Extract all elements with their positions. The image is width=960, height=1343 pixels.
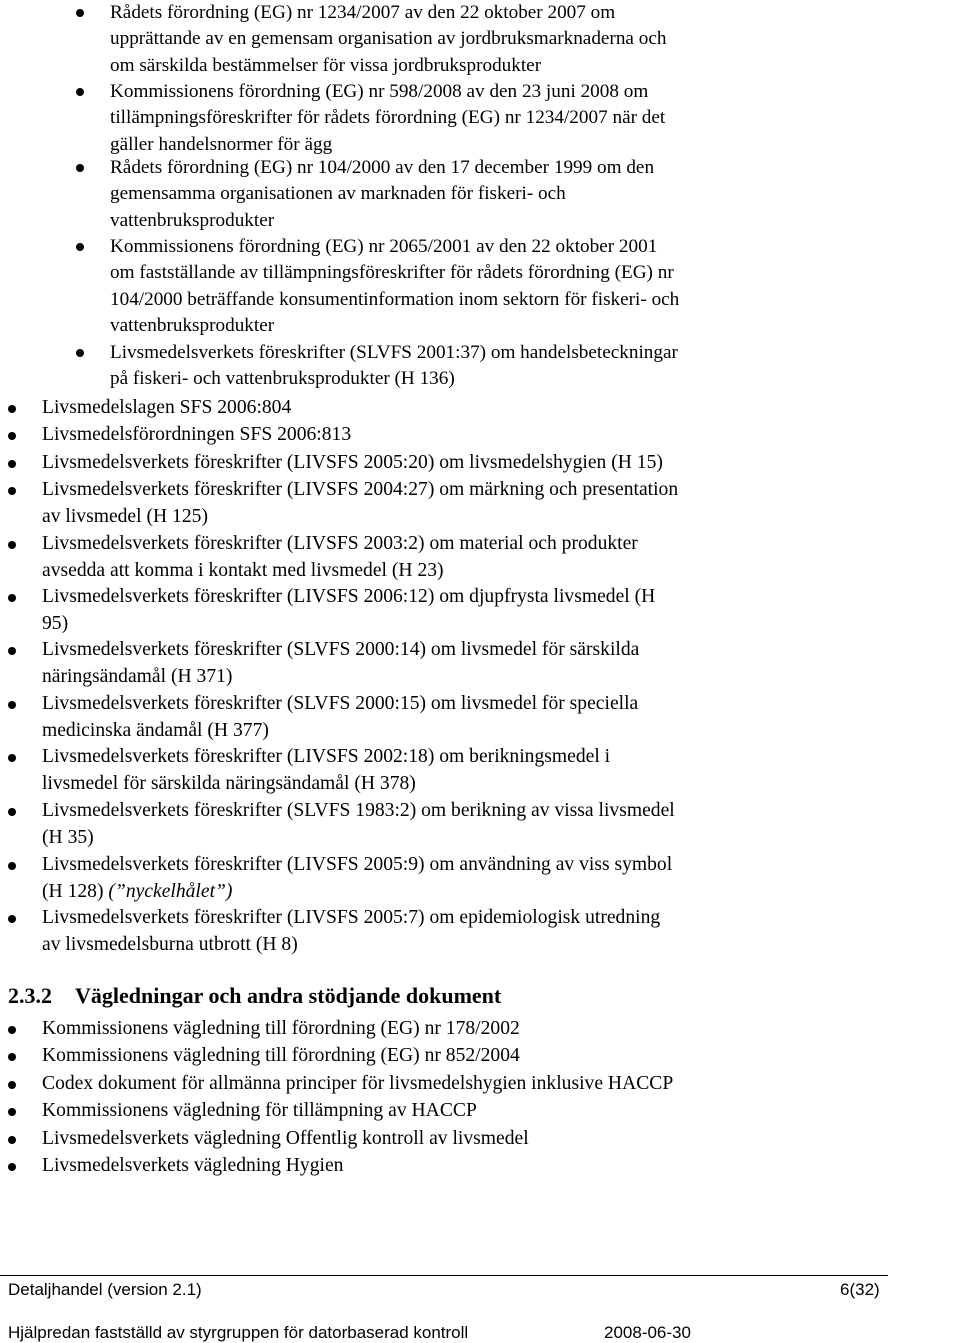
bullet-icon <box>8 637 16 655</box>
bullet-icon <box>8 691 16 709</box>
list-item-text: Kommissionens förordning (EG) nr 2065/2001 av den 22 oktober 2001 om fastställande av tillämpningsföreskrifter för rådets förordning (EG) nr 104/2000 beträffande konsumentinformation inom sektorn för fiskeri- och vattenbruksprodukter <box>110 236 680 337</box>
footer-approval: Hjälpredan fastställd av styrgruppen för datorbaserad kontroll <box>8 1323 469 1342</box>
list-item-text: Rådets förordning (EG) nr 104/2000 av den 17 december 1999 om den gemensamma organisationen av marknaden för fiskeri- och vattenbruksprodukter <box>110 157 655 231</box>
list-item-text: Rådets förordning (EG) nr 1234/2007 av den 22 oktober 2007 om upprättande av en gemensam organisation av jordbruksmarknaderna och om särskilda bestämmelser för vissa jordbruksprodukter <box>110 2 667 76</box>
bullet-icon <box>8 1071 16 1089</box>
bullet-icon <box>8 1043 16 1061</box>
bullet-icon <box>76 155 84 172</box>
list-item-text: Livsmedelsverkets föreskrifter (SLVFS 2000:14) om livsmedel för särskilda näringsändamål (H 371) <box>42 639 640 687</box>
bullet-icon <box>76 234 84 251</box>
list-item-text <box>42 852 802 905</box>
bullet-icon <box>8 584 16 602</box>
list-item-text: Kommissionens förordning (EG) nr 598/2008 av den 23 juni 2008 om tillämpningsföreskrifter för rådets förordning (EG) nr 1234/2007 när det gäller handelsnormer för ägg <box>110 81 666 155</box>
bullet-icon <box>8 798 16 816</box>
footer-doc-title: Detaljhandel (version 2.1) <box>8 1280 202 1299</box>
bullet-icon <box>8 531 16 549</box>
list-item-text: Kommissionens vägledning för tillämpning av HACCP <box>42 1100 477 1121</box>
bullet-icon <box>8 905 16 923</box>
list-item-text: Kommissionens vägledning till förordning (EG) nr 852/2004 <box>42 1045 520 1066</box>
bullet-icon <box>8 1016 16 1034</box>
bullet-icon <box>8 1126 16 1144</box>
list-item-text: Livsmedelsverkets föreskrifter (SLVFS 2000:15) om livsmedel för speciella medicinska ändamål (H 377) <box>42 693 639 741</box>
section-number: 2.3.2 <box>8 983 52 1008</box>
list-item-text: Livsmedelsverkets föreskrifter (SLVFS 2001:37) om handelsbeteckningar på fiskeri- och vattenbruksprodukter (H 136) <box>110 342 678 390</box>
symbol-note: (”nyckelhålet”) <box>108 880 233 902</box>
footer-page-number: 6(32) <box>840 1280 880 1299</box>
bullet-icon <box>8 450 16 468</box>
footer-divider <box>0 1275 888 1276</box>
list-item-text: Livsmedelsverkets vägledning Offentlig kontroll av livsmedel <box>42 1128 529 1149</box>
bullet-icon <box>8 1098 16 1116</box>
bullet-icon <box>8 852 16 870</box>
list-item-text: Livsmedelsverkets föreskrifter (LIVSFS 2003:2) om material och produkter avsedda att komma i kontakt med livsmedel (H 23) <box>42 533 638 581</box>
list-item-text: Livsmedelsverkets föreskrifter (LIVSFS 2005:20) om livsmedelshygien (H 15) <box>42 452 663 473</box>
section-title: Vägledningar och andra stödjande dokument <box>75 983 502 1008</box>
list-item-text: Livsmedelsverkets föreskrifter (LIVSFS 2004:27) om märkning och presentation av livsmedel (H 125) <box>42 479 679 527</box>
list-item-text: Codex dokument för allmänna principer för livsmedelshygien inklusive HACCP <box>42 1073 674 1094</box>
footer-date: 2008-06-30 <box>604 1323 691 1342</box>
list-item-text: Livsmedelsverkets föreskrifter (LIVSFS 2005:7) om epidemiologisk utredning av livsmedelsburna utbrott (H 8) <box>42 907 661 955</box>
bullet-icon <box>76 0 84 17</box>
section-heading <box>8 982 501 1010</box>
bullet-icon <box>8 395 16 413</box>
list-item-text: Livsmedelsverkets föreskrifter (LIVSFS 2006:12) om djupfrysta livsmedel (H 95) <box>42 586 656 634</box>
list-item-main-text: Livsmedelsverkets föreskrifter (LIVSFS 2005:9) om användning av viss symbol (H 128) <box>42 854 673 902</box>
bullet-icon <box>76 340 84 357</box>
list-item-text: Livsmedelsverkets föreskrifter (LIVSFS 2002:18) om berikningsmedel i livsmedel för särskilda näringsändamål (H 378) <box>42 746 611 794</box>
bullet-icon <box>8 422 16 440</box>
list-item-text: Livsmedelsverkets föreskrifter (SLVFS 1983:2) om berikning av vissa livsmedel (H 35) <box>42 800 675 848</box>
bullet-icon <box>8 744 16 762</box>
bullet-icon <box>76 79 84 96</box>
list-item-text: Livsmedelslagen SFS 2006:804 <box>42 397 292 418</box>
list-item-text: Livsmedelsverkets vägledning Hygien <box>42 1155 344 1176</box>
bullet-icon <box>8 477 16 495</box>
list-item-text: Kommissionens vägledning till förordning (EG) nr 178/2002 <box>42 1018 520 1039</box>
list-item-text: Livsmedelsförordningen SFS 2006:813 <box>42 424 352 445</box>
bullet-icon <box>8 1153 16 1171</box>
